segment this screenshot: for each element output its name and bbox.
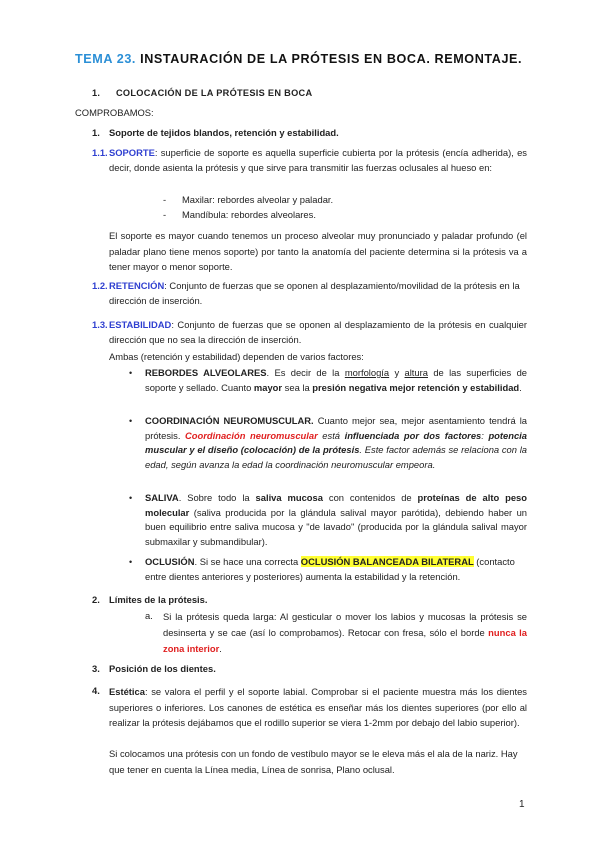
item4-label: Estética	[109, 686, 145, 697]
item2-number: 2.	[92, 594, 100, 605]
rebordes-t3: de las superficies de soporte y sellado. Cuanto	[145, 367, 527, 393]
rebordes-t1: . Es decir de la	[266, 367, 345, 378]
soporte-paragraph	[109, 146, 527, 175]
item2-heading: Límites de la prótesis.	[109, 594, 208, 605]
rebordes-t4: sea la	[282, 381, 313, 393]
maxilar-item: Maxilar: rebordes alveolar y paladar.	[182, 194, 334, 205]
saliva-proteinas: proteínas de alto peso molecular	[145, 492, 527, 518]
coordinacion-label: COORDINACIÓN NEUROMUSCULAR.	[145, 415, 314, 426]
estabilidad-paragraph	[109, 318, 527, 347]
rebordes-t2: y	[389, 367, 405, 378]
bullet-oclusion: •	[129, 557, 133, 567]
coordinacion-t3: :	[481, 429, 489, 441]
item2-sub-letter: a.	[145, 610, 153, 621]
soporte-label: SOPORTE	[109, 147, 155, 158]
bullet-saliva: •	[129, 493, 133, 503]
coordinacion-paragraph	[145, 414, 527, 472]
rebordes-t5: .	[519, 381, 522, 393]
dash-maxilar: -	[163, 194, 167, 205]
item4-text: : se valora el perfil y el soporte labial. Comprobar si el paciente muestra más los dientes superiores o inferiores. Los canones de estética es enseñar más los dientes superiores (por ello al realizar la prótesis dejábamos que el rodillo superior se viera 1-2mm por debajo del labio superior).	[109, 686, 527, 728]
rebordes-altura: altura	[404, 367, 428, 378]
retencion-number: 1.2.	[92, 280, 108, 291]
oclusion-label: OCLUSIÓN	[145, 556, 195, 567]
oclusion-t2: (contacto entre dientes anteriores y posteriores) aumenta la estabilidad y la retención.	[145, 556, 515, 582]
title-text: INSTAURACIÓN DE LA PRÓTESIS EN BOCA. REMONTAJE.	[140, 52, 523, 66]
coordinacion-t4: . Este factor además se relaciona con la edad, según avanza la edad la coordinación neuromuscular empeora.	[145, 444, 527, 470]
item2-sub-paragraph	[163, 609, 527, 657]
soporte-explanation: El soporte es mayor cuando tenemos un proceso alveolar muy pronunciado y paladar profundo (el paladar plano tiene menos soporte) por tanto la anatomía del paciente determina si la prótesis va a tener mayor o menor soporte.	[109, 230, 527, 272]
saliva-label: SALIVA	[145, 492, 179, 503]
oclusion-t1: . Si se hace una correcta	[194, 556, 301, 567]
section-heading	[92, 86, 312, 101]
coordinacion-t1: Cuanto mejor sea, mejor asentamiento tendrá la prótesis.	[145, 415, 528, 441]
item4-paragraph	[109, 684, 527, 731]
rebordes-label: REBORDES ALVEOLARES	[145, 367, 267, 378]
comprobamos-label: COMPROBAMOS:	[75, 107, 154, 118]
soporte-text: : superficie de soporte es aquella superficie cubierta por la prótesis (encía adherida), es decir, donde asienta la prótesis y que sirve para transmitir las fuerzas oclusales al hueso en:	[109, 147, 527, 173]
saliva-t1: . Sobre todo la	[178, 492, 256, 503]
item2-nunca: nunca la zona interior	[163, 627, 528, 654]
retencion-text: : Conjunto de fuerzas que se oponen al desplazamiento/movilidad de la prótesis en la dirección de inserción.	[109, 280, 520, 306]
coordinacion-t2: está	[317, 429, 345, 441]
estabilidad-number: 1.3.	[92, 319, 108, 330]
saliva-t2: con contenidos de	[322, 492, 418, 503]
coordinacion-influenciada: influenciada por dos factores	[344, 429, 482, 441]
coordinacion-red: Coordinación neuromuscular	[185, 429, 318, 441]
title-number: TEMA 23.	[75, 52, 137, 66]
mandibula-item: Mandíbula: rebordes alveolares.	[182, 209, 316, 220]
bullet-rebordes: •	[129, 368, 133, 378]
rebordes-presion: presión negativa mejor retención y estabilidad	[312, 381, 520, 393]
estabilidad-label: ESTABILIDAD	[109, 319, 172, 330]
item3-number: 3.	[92, 663, 100, 674]
estabilidad-text: : Conjunto de fuerzas que se oponen al desplazamiento de la prótesis en cualquier dirección que no sea la dirección de inserción.	[109, 319, 527, 345]
saliva-t3: (saliva producida por la glándula salival mayor parótida), debiendo haber un buen equilibrio entre saliva mucosa y "de lavado" (producida por la glándula salival mayor submaxilar y submandibular).	[145, 506, 527, 547]
item4-number: 4.	[92, 685, 100, 696]
item2-end: .	[219, 643, 222, 654]
oclusion-highlight: OCLUSIÓN BALANCEADA BILATERAL	[300, 556, 474, 567]
rebordes-morfologia: morfología	[344, 367, 390, 378]
bullet-coordinacion: •	[129, 416, 133, 426]
rebordes-mayor: mayor	[253, 381, 283, 393]
item3-heading: Posición de los dientes.	[109, 663, 216, 674]
oclusion-paragraph	[145, 555, 529, 584]
page-number: 1	[519, 799, 525, 810]
page-title	[75, 52, 522, 67]
dash-mandibula: -	[163, 209, 167, 220]
factores-intro: Ambas (retención y estabilidad) dependen de varios factores:	[109, 351, 364, 362]
section-number: 1.	[92, 88, 101, 98]
section-text: COLOCACIÓN DE LA PRÓTESIS EN BOCA	[116, 88, 313, 98]
item1-number: 1.	[92, 127, 100, 138]
item1-heading: Soporte de tejidos blandos, retención y estabilidad.	[109, 127, 339, 138]
saliva-mucosa: saliva mucosa	[255, 492, 323, 503]
retencion-paragraph	[109, 279, 529, 308]
saliva-paragraph	[145, 491, 527, 549]
soporte-number: 1.1.	[92, 147, 108, 158]
rebordes-paragraph	[145, 366, 527, 395]
item2-sub-text: Si la prótesis queda larga: Al gesticular o mover los labios y mucosas la prótesis se desinserta y se cae (así lo comprobamos). Retocar con fresa, sólo el borde	[163, 611, 527, 638]
coordinacion-factores: potencia muscular y el diseño (colocación) de la prótesis	[145, 429, 527, 456]
retencion-label: RETENCIÓN	[109, 280, 165, 291]
item4-paragraph-2: Si colocamos una prótesis con un fondo de vestíbulo mayor se le eleva más el ala de la nariz. Hay que tener en cuenta la Línea media, Línea de sonrisa, Plano oclusal.	[109, 748, 518, 775]
